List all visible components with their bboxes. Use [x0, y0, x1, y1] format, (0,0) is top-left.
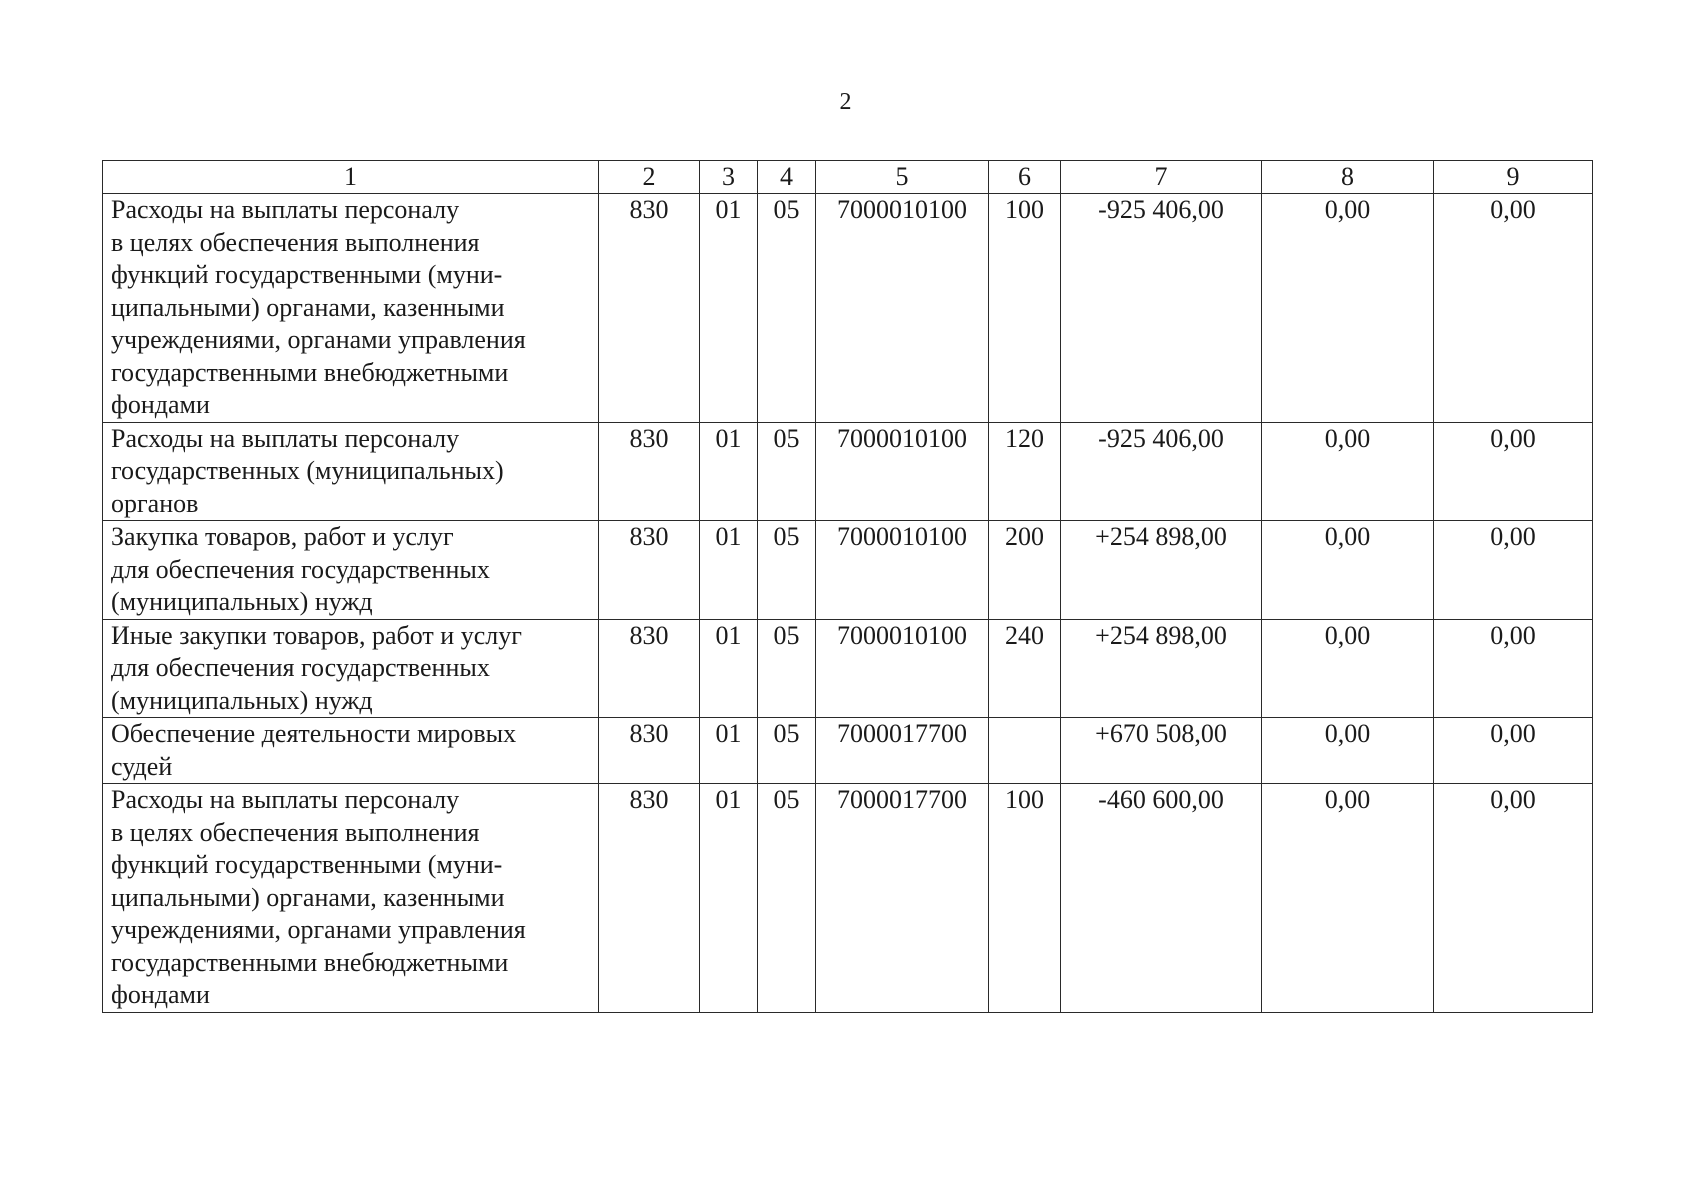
cell-col-7: -925 406,00: [1061, 422, 1262, 521]
header-col-4: 4: [758, 161, 816, 194]
row-description: Расходы на выплаты персоналу в целях обеспечения выполнения функций государственными (муни- ципальными) органами, казенными учреждениями, органами управления государственными внебюджетными фондами: [103, 784, 599, 1013]
header-col-8: 8: [1262, 161, 1434, 194]
cell-col-9: 0,00: [1434, 521, 1593, 620]
cell-col-4: 05: [758, 784, 816, 1013]
cell-col-8: 0,00: [1262, 194, 1434, 423]
budget-table: [102, 160, 1593, 1013]
cell-col-5: 7000017700: [816, 718, 989, 784]
cell-col-6: 200: [989, 521, 1061, 620]
cell-col-5: 7000017700: [816, 784, 989, 1013]
header-col-5: 5: [816, 161, 989, 194]
row-description: Иные закупки товаров, работ и услуг для обеспечения государственных (муниципальных) нужд: [103, 619, 599, 718]
cell-col-7: +254 898,00: [1061, 521, 1262, 620]
cell-col-3: 01: [700, 521, 758, 620]
cell-col-3: 01: [700, 784, 758, 1013]
cell-col-6: 100: [989, 784, 1061, 1013]
cell-col-4: 05: [758, 521, 816, 620]
cell-col-4: 05: [758, 194, 816, 423]
page-number: 2: [839, 89, 852, 115]
cell-col-9: 0,00: [1434, 784, 1593, 1013]
cell-col-8: 0,00: [1262, 619, 1434, 718]
cell-col-7: +254 898,00: [1061, 619, 1262, 718]
cell-col-7: -460 600,00: [1061, 784, 1262, 1013]
table-row: [103, 784, 1593, 1013]
cell-col-8: 0,00: [1262, 784, 1434, 1013]
cell-col-4: 05: [758, 422, 816, 521]
cell-col-3: 01: [700, 422, 758, 521]
cell-col-6: 240: [989, 619, 1061, 718]
header-col-1: 1: [103, 161, 599, 194]
cell-col-2: 830: [599, 784, 700, 1013]
header-col-7: 7: [1061, 161, 1262, 194]
row-description: Закупка товаров, работ и услуг для обеспечения государственных (муниципальных) нужд: [103, 521, 599, 620]
cell-col-4: 05: [758, 718, 816, 784]
cell-col-5: 7000010100: [816, 422, 989, 521]
cell-col-2: 830: [599, 194, 700, 423]
cell-col-2: 830: [599, 619, 700, 718]
row-description: Расходы на выплаты персоналу государственных (муниципальных) органов: [103, 422, 599, 521]
table-row: [103, 619, 1593, 718]
header-col-3: 3: [700, 161, 758, 194]
cell-col-6: 120: [989, 422, 1061, 521]
cell-col-6: 100: [989, 194, 1061, 423]
header-row: [103, 161, 1593, 194]
header-col-6: 6: [989, 161, 1061, 194]
header-col-2: 2: [599, 161, 700, 194]
table-row: [103, 718, 1593, 784]
table-row: [103, 194, 1593, 423]
cell-col-4: 05: [758, 619, 816, 718]
cell-col-5: 7000010100: [816, 619, 989, 718]
cell-col-3: 01: [700, 619, 758, 718]
cell-col-7: -925 406,00: [1061, 194, 1262, 423]
cell-col-9: 0,00: [1434, 718, 1593, 784]
cell-col-8: 0,00: [1262, 521, 1434, 620]
cell-col-9: 0,00: [1434, 194, 1593, 423]
cell-col-3: 01: [700, 194, 758, 423]
header-col-9: 9: [1434, 161, 1593, 194]
cell-col-8: 0,00: [1262, 718, 1434, 784]
table-row: [103, 422, 1593, 521]
table-row: [103, 521, 1593, 620]
cell-col-7: +670 508,00: [1061, 718, 1262, 784]
cell-col-3: 01: [700, 718, 758, 784]
cell-col-8: 0,00: [1262, 422, 1434, 521]
row-description: Расходы на выплаты персоналу в целях обеспечения выполнения функций государственными (муни- ципальными) органами, казенными учреждениями, органами управления государственными внебюджетными фондами: [103, 194, 599, 423]
cell-col-2: 830: [599, 718, 700, 784]
row-description: Обеспечение деятельности мировых судей: [103, 718, 599, 784]
cell-col-5: 7000010100: [816, 194, 989, 423]
cell-col-2: 830: [599, 422, 700, 521]
cell-col-9: 0,00: [1434, 422, 1593, 521]
cell-col-5: 7000010100: [816, 521, 989, 620]
cell-col-2: 830: [599, 521, 700, 620]
cell-col-6: [989, 718, 1061, 784]
cell-col-9: 0,00: [1434, 619, 1593, 718]
